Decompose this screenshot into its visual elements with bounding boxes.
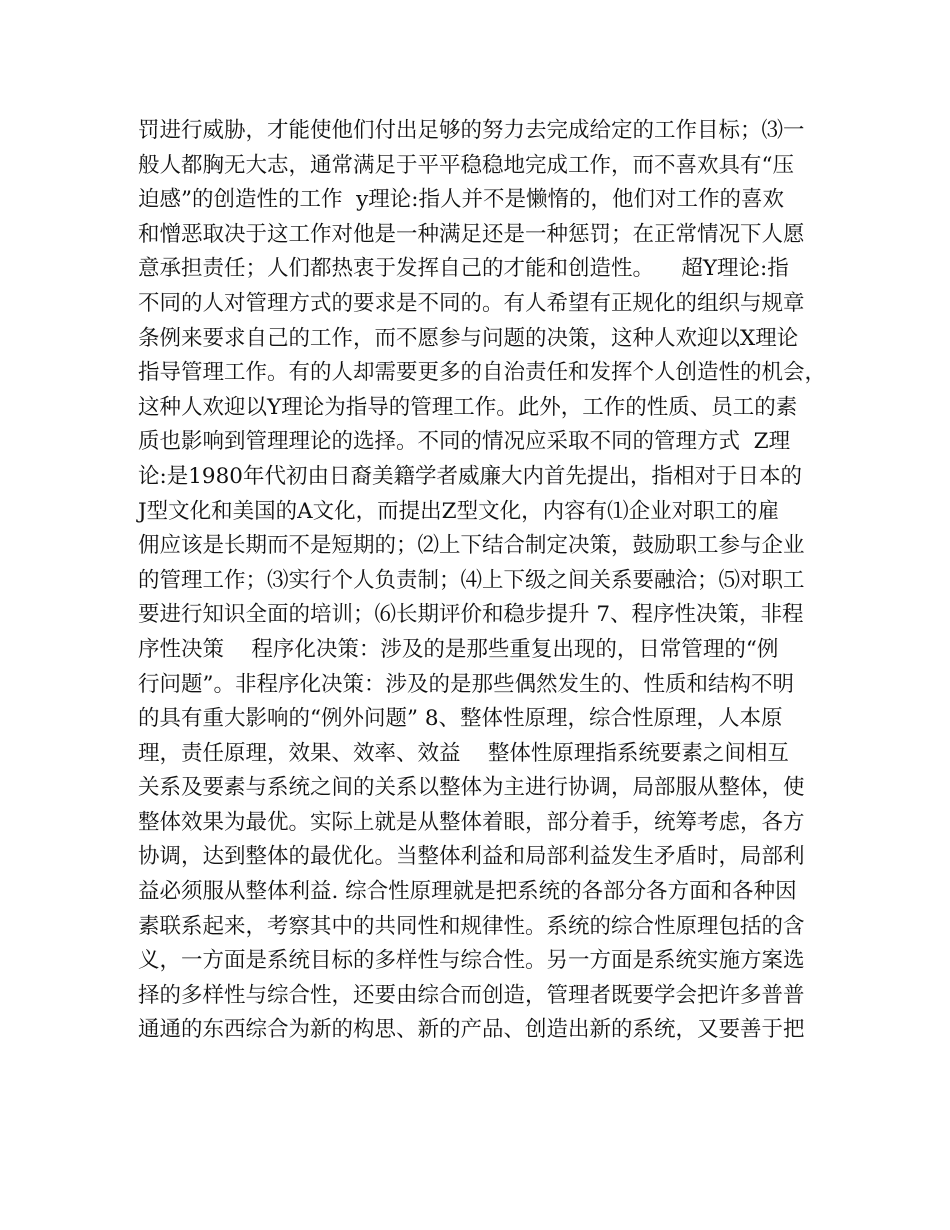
text-line: 这种人欢迎以Y理论为指导的管理工作。此外，工作的性质、员工的素: [138, 394, 798, 420]
text-line: 的管理工作；⑶实行个人负责制；⑷上下级之间关系要融洽；⑸对职工: [138, 567, 805, 593]
text-line: 迫感”的创造性的工作 y理论:指人并不是懒惰的，他们对工作的喜欢: [138, 187, 785, 213]
text-line: 不同的人对管理方式的要求是不同的。有人希望有正规化的组织与规章: [138, 290, 805, 316]
body-text: [138, 114, 828, 1048]
text-line: 和憎恶取决于这工作对他是一种满足还是一种惩罚；在正常情况下人愿: [138, 221, 805, 247]
text-line: 质也影响到管理理论的选择。不同的情况应采取不同的管理方式 Z理: [138, 429, 791, 455]
text-line: 义，一方面是系统目标的多样性与综合性。另一方面是系统实施方案选: [138, 948, 805, 974]
text-line: 意承担责任；人们都热衷于发挥自己的才能和创造性。 超Y理论:指: [138, 256, 789, 282]
text-line: 罚进行威胁，才能使他们付出足够的努力去完成给定的工作目标；⑶一: [138, 118, 805, 143]
text-line: 整体效果为最优。实际上就是从整体着眼，部分着手，统筹考虑，各方: [138, 809, 805, 835]
text-line: 要进行知识全面的培训；⑹长期评价和稳步提升 7、程序性决策，非程: [138, 602, 804, 628]
text-line: 理，责任原理，效果、效率、效益 整体性原理指系统要素之间相互: [138, 740, 789, 766]
text-line: 佣应该是长期而不是短期的；⑵上下结合制定决策，鼓励职工参与企业: [138, 533, 805, 559]
text-line: 择的多样性与综合性，还要由综合而创造，管理者既要学会把许多普普: [138, 982, 805, 1008]
text-line: 行问题”。非程序化决策：涉及的是那些偶然发生的、性质和结构不明: [138, 671, 794, 697]
text-line: 的具有重大影响的“例外问题” 8、整体性原理，综合性原理，人本原: [138, 706, 783, 732]
text-line: 序性决策 程序化决策：涉及的是那些重复出现的，日常管理的“例: [138, 636, 779, 662]
text-line: 关系及要素与系统之间的关系以整体为主进行协调，局部服从整体，使: [138, 775, 805, 801]
text-line: 般人都胸无大志，通常满足于平平稳稳地完成工作，而不喜欢具有“压: [138, 152, 794, 178]
text-line: 素联系起来，考察其中的共同性和规律性。系统的综合性原理包括的含: [138, 913, 805, 939]
text-line: 条例来要求自己的工作，而不愿参与问题的决策，这种人欢迎以X理论: [138, 325, 799, 351]
text-line: 论:是1980年代初由日裔美籍学者威廉大内首先提出，指相对于日本的: [138, 463, 802, 489]
text-line: J型文化和美国的A文化，而提出Z型文化，内容有⑴企业对职工的雇: [138, 498, 780, 524]
text-line: 益必须服从整体利益. 综合性原理就是把系统的各部分各方面和各种因: [138, 879, 797, 905]
text-line: 协调，达到整体的最优化。当整体利益和局部利益发生矛盾时，局部利: [138, 844, 805, 870]
text-line: 指导管理工作。有的人却需要更多的自治责任和发挥个人创造性的机会，: [138, 360, 827, 386]
text-line: 通通的东西综合为新的构思、新的产品、创造出新的系统，又要善于把: [138, 1017, 805, 1043]
